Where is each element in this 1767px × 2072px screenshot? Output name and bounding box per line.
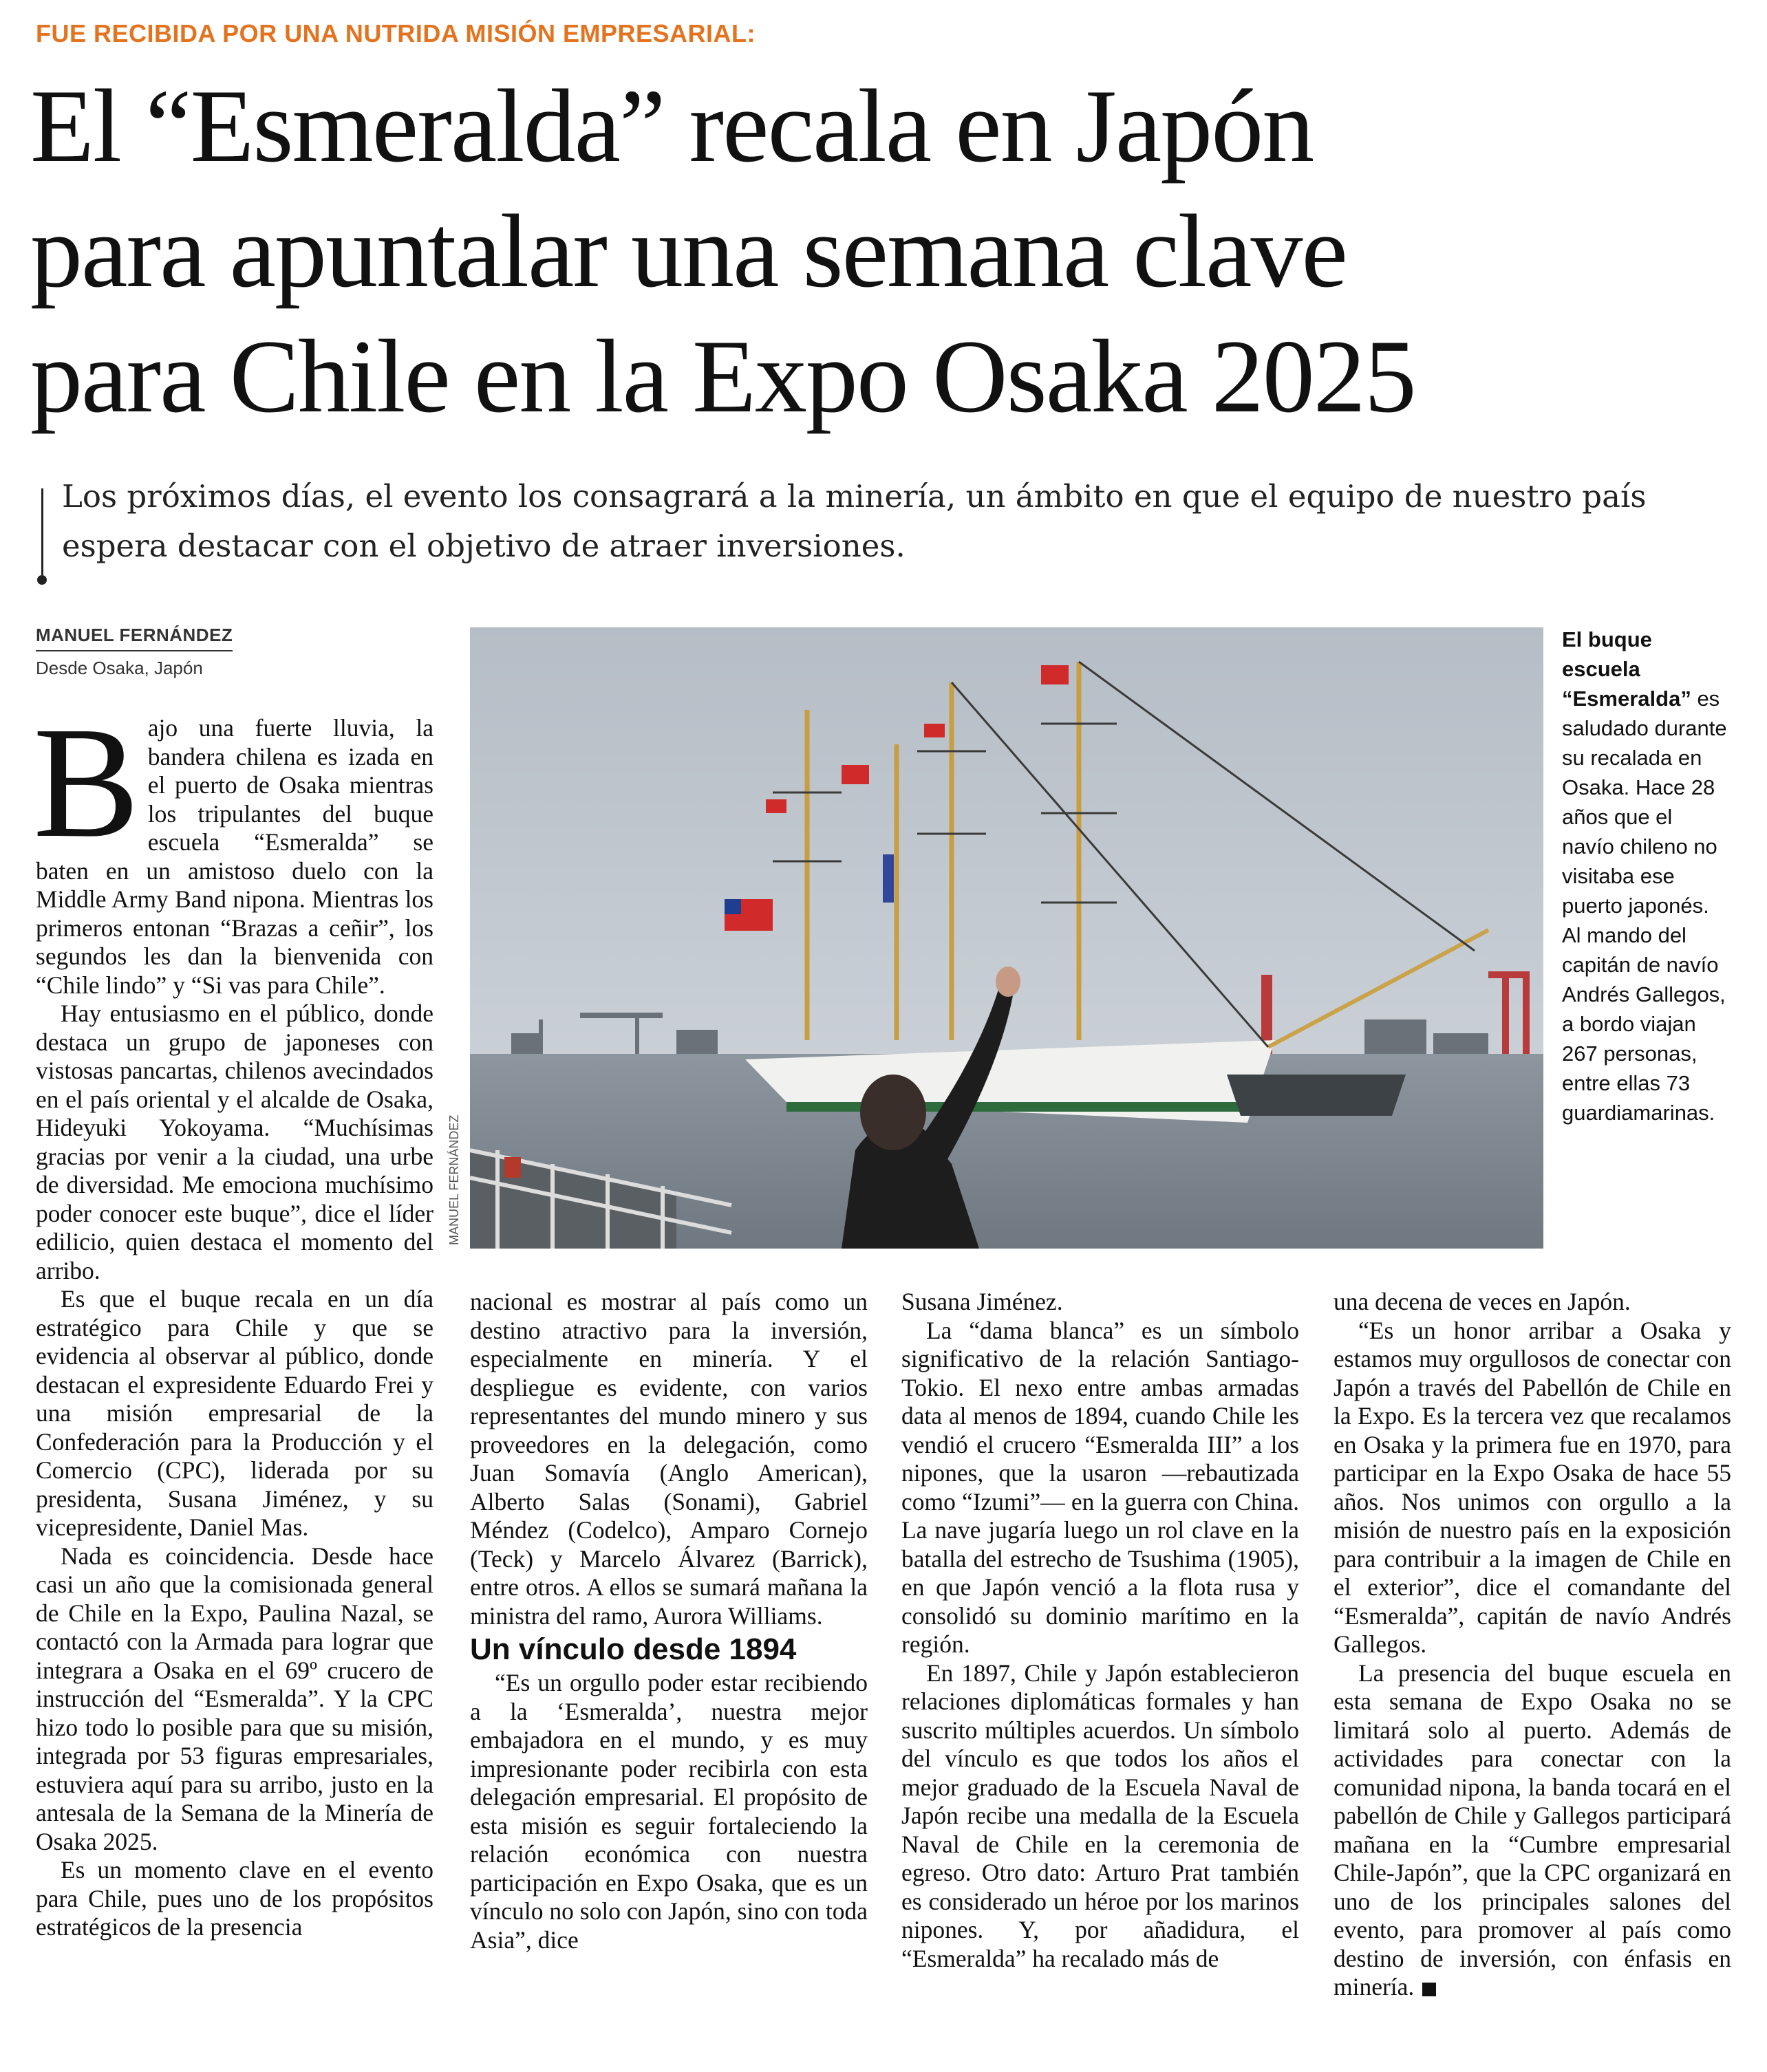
drop-cap: B [33, 694, 140, 871]
article-paragraph: Nada es coincidencia. Desde hace casi un año que la comisionada general de Chile en la Expo, Paulina Nazal, se contactó con la Armada para lograr que integrara a Osaka en el 69º crucero de instrucción del “Esmeralda”. Y la CPC hizo todo lo posible para que su misión, integrada por 53 figuras empresariales, estuviera aquí para su arribo, justo en la antesala de la Semana de la Minería de Osaka 2025. [36, 1542, 433, 1855]
deck-rule [41, 488, 43, 575]
article-paragraph: La “dama blanca” es un símbolo significativo de la relación Santiago-Tokio. El nexo entre ambas armadas data al menos de 1894, cuando Chile les vendió el crucero “Esmeralda III” a los nipones, que la usaron —rebautizada como “Izumi”— en la guerra con China. La nave jugaría luego un rol clave en la batalla del estrecho de Tsushima (1905), en que Japón venció a la flota rusa y consolidó su dominio marítimo en la región. [901, 1316, 1299, 1658]
section-subhead: Un vínculo desde 1894 [470, 1632, 797, 1666]
photo-credit: MANUEL FERNÁNDEZ [447, 1114, 461, 1245]
article-paragraph: Es un momento clave en el evento para Chile, pues uno de los propósitos estratégicos de la presencia [36, 1856, 433, 1941]
end-mark [1422, 1983, 1436, 1996]
headline-line-1: El “Esmeralda” recala en Japón [30, 68, 1314, 184]
article-paragraph: Hay entusiasmo en el público, donde destaca un grupo de japoneses con vistosas pancartas, chilenos avecindados en el país oriental y el alcalde de Osaka, Hideyuki Yokoyama. “Muchísimas gracias por venir a la ciudad, una urbe de diversidad. Me emociona muchísimo poder conocer este buque”, dice el líder edilicio, quien destaca el momento del arribo. [36, 1000, 433, 1284]
deck-bullet [37, 575, 47, 585]
article-column-3 [901, 1288, 1299, 1973]
article-paragraph: “Es un honor arribar a Osaka y estamos muy orgullosos de conectar con Japón a través del Pabellón de Chile en la Expo. Es la tercera vez que recalamos en Osaka y la primera fue en 1970, para participar en la Expo Osaka de hace 55 años. Nos unimos con orgullo a la misión de nuestro país en la exposición para contribuir a la imagen de Chile en el exterior”, dice el comandante del “Esmeralda”, capitán de navío Andrés Gallegos. [1334, 1316, 1731, 1658]
headline [30, 63, 1737, 439]
article-column-4 [1334, 1288, 1731, 2002]
headline-line-2: para apuntalar una semana clave [30, 193, 1347, 309]
article-paragraph: una decena de veces en Japón. [1334, 1288, 1631, 1315]
article-column-1 [33, 694, 433, 1942]
caption-text: es saludado durante su recalada en Osaka. Hace 28 años que el navío chileno no visitaba ese puerto japonés. Al mando del capitán de navío Andrés Gallegos, a bordo viajan 267 personas, entre ellas 73 guardiamarinas. [1562, 687, 1727, 1125]
ship-photo [470, 627, 1543, 1249]
article-paragraph: Susana Jiménez. [901, 1288, 1063, 1315]
caption-bold: El buque escuela “Esmeralda” [1562, 627, 1691, 711]
article-paragraph: “Es un orgullo poder estar recibiendo a la ‘Esmeralda’, nuestra mejor embajadora en el mundo, y es muy impresionante poder recibirla con esta delegación empresarial. El propósito de esta misión es seguir fortaleciendo la relación económica con nuestra participación en Expo Osaka, que es un vínculo no solo con Japón, sino con toda Asia”, dice [470, 1669, 868, 1954]
article-paragraph: La presencia del buque escuela en esta semana de Expo Osaka no se limitará solo al puerto. Además de actividades para conectar con la comunidad nipona, la banda tocará en el pabellón de Chile y Gallegos participará mañana en la “Cumbre empresarial Chile-Japón”, que la CPC organizará en uno de los principales salones del evento, para promover al país como destino de inversión, con énfasis en minería. [1334, 1659, 1731, 2000]
byline-dateline: Desde Osaka, Japón [36, 658, 203, 678]
article-paragraph: En 1897, Chile y Japón establecieron relaciones diplomáticas formales y han suscrito múltiples acuerdos. Un símbolo del vínculo es que todos los años el mejor graduado de la Escuela Naval de Japón recibe una medalla de la Escuela Naval de Chile en la ceremonia de egreso. Otro dato: Arturo Prat también es considerado un héroe por los marinos nipones. Y, por añadidura, el “Esmeralda” ha recalado más de [901, 1659, 1299, 1972]
byline-author: MANUEL FERNÁNDEZ [36, 625, 233, 651]
kicker: FUE RECIBIDA POR UNA NUTRIDA MISIÓN EMPRESARIAL: [36, 19, 756, 47]
article-paragraph: Es que el buque recala en un día estratégico para Chile y que se evidencia al observar al público, donde destacan el expresidente Eduardo Frei y una misión empresarial de la Confederación para la Producción y el Comercio (CPC), liderada por su presidenta, Susana Jiménez, y su vicepresidente, Daniel Mas. [36, 1285, 433, 1541]
article-column-2 [470, 1288, 868, 1954]
headline-line-3: para Chile en la Expo Osaka 2025 [30, 319, 1415, 434]
deck-text: Los próximos días, el evento los consagrará a la minería, un ámbito en que el equipo de nuestro país espera destacar con el objetivo de atraer inversiones. [62, 478, 1647, 564]
article-paragraph: nacional es mostrar al país como un destino atractivo para la inversión, especialmente en minería. Y el despliegue es evidente, con varios representantes del mundo minero y sus proveedores en la delegación, como Juan Somavía (Anglo American), Alberto Salas (Sonami), Gabriel Méndez (Codelco), Amparo Cornejo (Teck) y Marcelo Álvarez (Barrick), entre otros. A ellos se sumará mañana la ministra del ramo, Aurora Williams. [470, 1288, 868, 1630]
photo-caption [1562, 625, 1727, 1127]
article-paragraph: Bajo una fuerte lluvia, la bandera chilena es izada en el puerto de Osaka mientras los tripulantes del buque escuela “Esmeralda” se baten en un amistoso duelo con la Middle Army Band nipona. Mientras los primeros entonan “Brazas a ceñir”, los segundos les dan la bienvenida con “Chile lindo” y “Si vas para Chile”. [33, 694, 433, 999]
